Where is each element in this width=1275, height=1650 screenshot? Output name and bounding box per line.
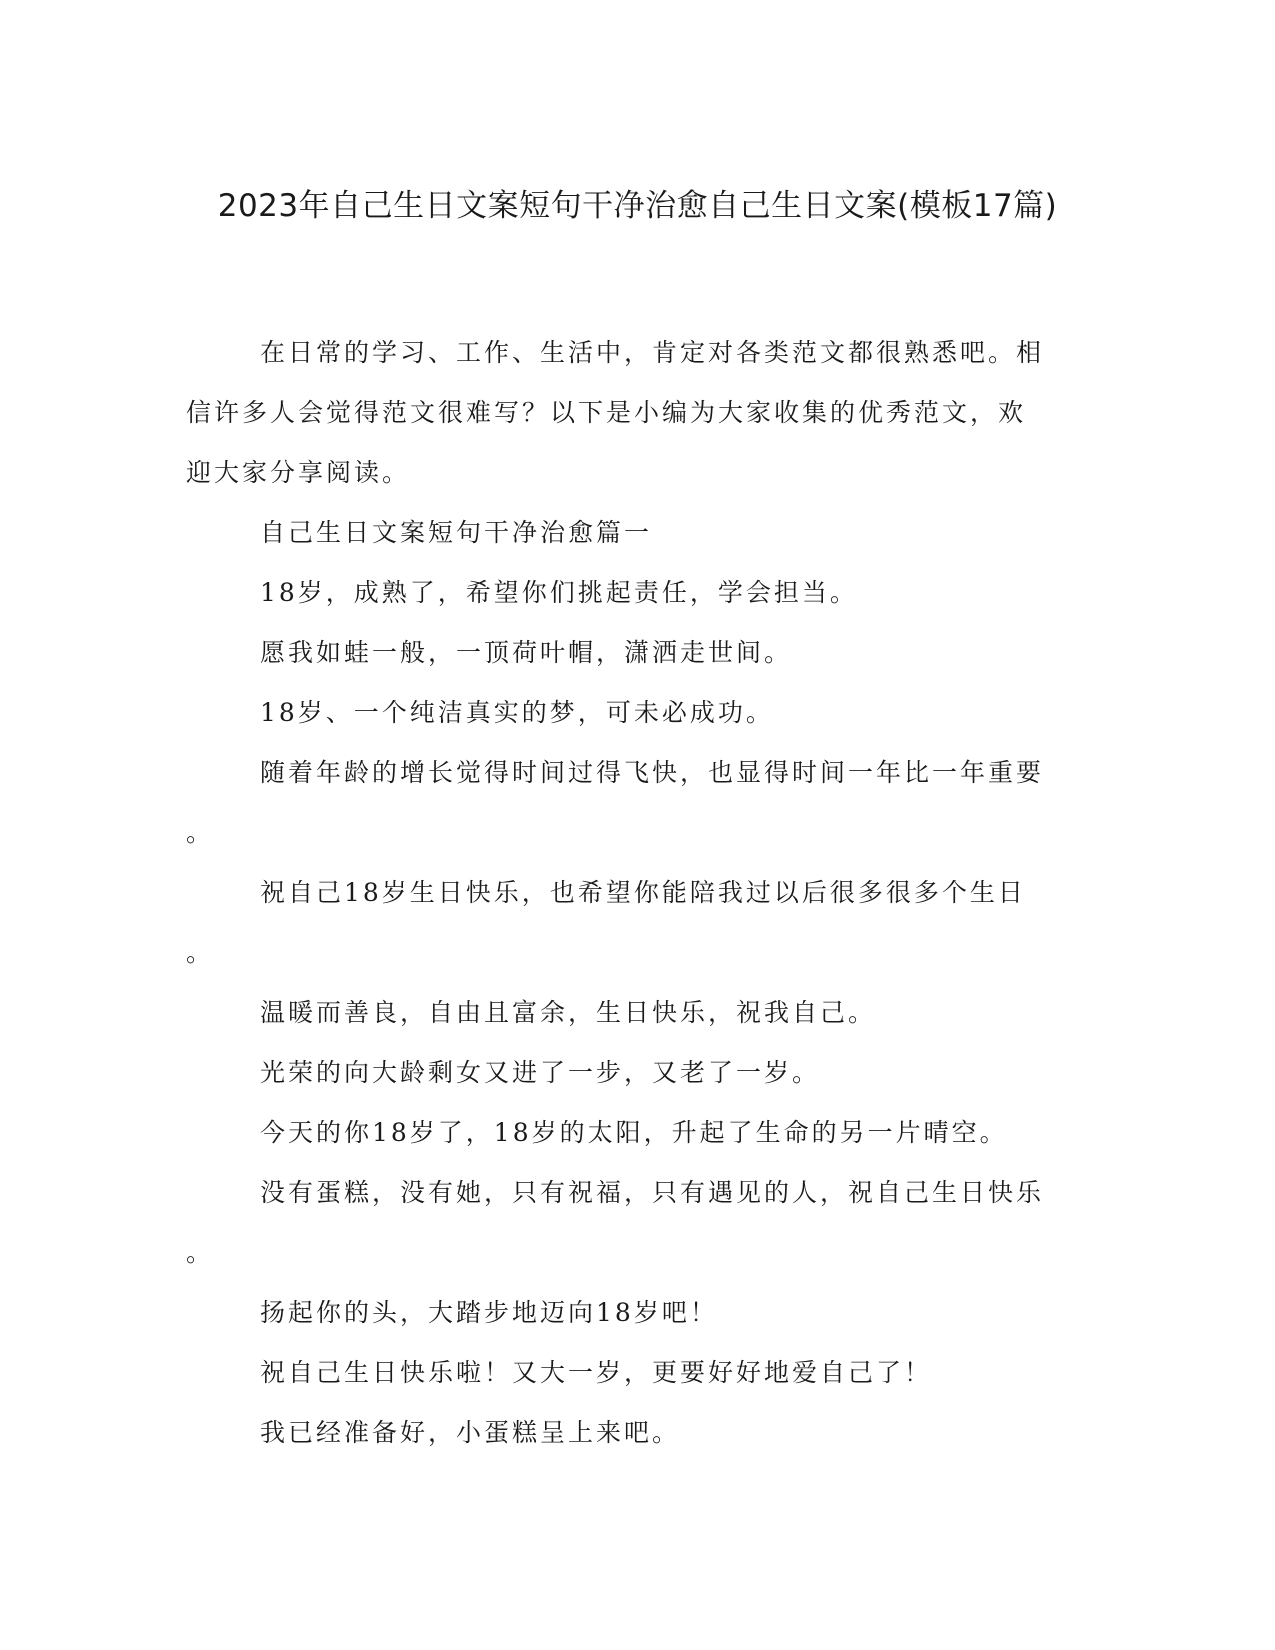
section-heading: 自己生日文案短句干净治愈篇一 [260, 518, 653, 547]
document-body [186, 323, 1066, 1463]
entry-line: 祝自己18岁生日快乐，也希望你能陪我过以后很多很多个生日 [260, 878, 1026, 907]
entry-line-continuation: 。 [186, 938, 215, 967]
entry-line: 随着年龄的增长觉得时间过得飞快，也显得时间一年比一年重要 [260, 758, 1045, 787]
entry-line-continuation: 。 [186, 1238, 215, 1267]
document-title: 2023年自己生日文案短句干净治愈自己生日文案(模板17篇) [217, 188, 1058, 224]
entry-line: 光荣的向大龄剩女又进了一步，又老了一岁。 [260, 1058, 821, 1087]
entry-line: 18岁，成熟了，希望你们挑起责任，学会担当。 [260, 578, 858, 607]
entry-line: 没有蛋糕，没有她，只有祝福，只有遇见的人，祝自己生日快乐 [260, 1178, 1045, 1207]
entry-line: 祝自己生日快乐啦！又大一岁，更要好好地爱自己了！ [260, 1358, 933, 1387]
intro-line: 迎大家分享阅读。 [186, 458, 411, 487]
entry-line: 温暖而善良，自由且富余，生日快乐，祝我自己。 [260, 998, 877, 1027]
entry-line: 我已经准备好，小蛋糕呈上来吧。 [260, 1418, 681, 1447]
intro-line: 信许多人会觉得范文很难写？以下是小编为大家收集的优秀范文，欢 [186, 398, 1027, 427]
intro-paragraph [186, 323, 1066, 503]
entry-line-continuation: 。 [186, 818, 215, 847]
entry-line: 扬起你的头，大踏步地迈向18岁吧！ [260, 1298, 718, 1327]
entry-line: 今天的你18岁了，18岁的太阳，升起了生命的另一片晴空。 [260, 1118, 1008, 1147]
intro-line: 在日常的学习、工作、生活中，肯定对各类范文都很熟悉吧。相 [260, 338, 1045, 367]
entry-line: 愿我如蛙一般，一顶荷叶帽，潇洒走世间。 [260, 638, 793, 667]
entry-line: 18岁、一个纯洁真实的梦，可未必成功。 [260, 698, 774, 727]
